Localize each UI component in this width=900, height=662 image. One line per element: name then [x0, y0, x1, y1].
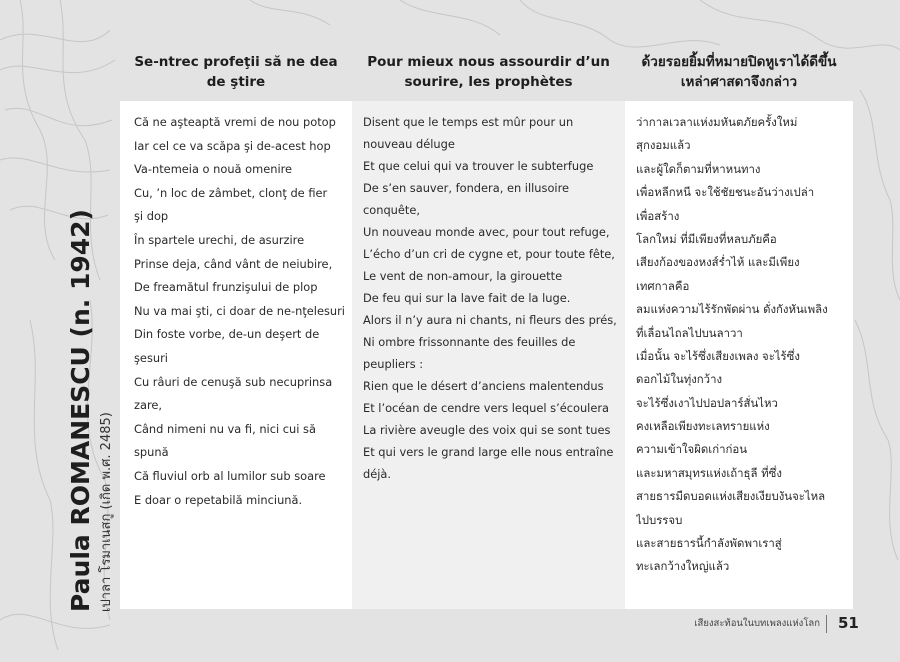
poem-line: Când nimeni nu va fi, nici cui să [134, 421, 316, 436]
poem-line: จะไร้ซึ่งเงาไปปอปลาร์สั่นไหว [636, 395, 778, 410]
poem-line: Din foste vorbe, de-un deşert de [134, 327, 320, 342]
poem-line: E doar o repetabilă minciună. [134, 492, 303, 507]
poet-title-vertical [66, 132, 116, 612]
page-number: 51 [838, 614, 859, 632]
poem-line: เสียงก้องของหงส์ร่ำไห้ และมีเพียง [636, 255, 800, 270]
poem-line: spună [134, 445, 169, 460]
romanian-poem [120, 101, 352, 609]
poem-line: เทศกาลคือ [636, 278, 690, 293]
poem-line: Et qui vers le grand large elle nous entraîne [363, 445, 614, 459]
poem-line: Un nouveau monde avec, pour tout refuge, [363, 225, 610, 239]
poem-line: şesuri [134, 350, 168, 365]
poem-line: สุกงอมแล้ว [636, 138, 691, 153]
poem-line: conquête, [363, 203, 421, 217]
poem-line: ที่เลื่อนไถลไปบนลาวา [636, 325, 743, 340]
poem-line: nouveau déluge [363, 137, 455, 151]
poem-line: Le vent de non-amour, la girouette [363, 269, 563, 283]
poem-line: Va-ntemeia o nouă omenire [134, 162, 293, 177]
poet-thai-name: เปาลา โรมาเนสกู (เกิด พ.ศ. 2485) [99, 412, 114, 612]
poem-line: เมื่อนั้น จะไร้ซึ่งเสียงเพลง จะไร้ซึ่ง [636, 348, 800, 363]
poem-line: Et que celui qui va trouver le subterfuge [363, 159, 594, 173]
poem-line: În spartele urechi, de asurzire [134, 232, 305, 247]
poem-line: และมหาสมุทรแห่งเถ้าธุลี ที่ซึ่ง [636, 465, 782, 480]
poem-line: De feu qui sur la lave fait de la luge. [363, 291, 571, 305]
poem-line: Iar cel ce va scăpa şi de-acest hop [134, 138, 331, 153]
poem-line: ดอกไม้ในทุ่งกว้าง [636, 372, 723, 387]
poem-line: โลกใหม่ ที่มีเพียงที่หลบภัยคือ [636, 231, 777, 246]
poet-name: Paula ROMANESCU (n. 1942) [66, 209, 95, 612]
poem-line: ว่ากาลเวลาแห่งมหันตภัยครั้งใหม่ [636, 115, 798, 129]
poem-line: L’écho d’un cri de cygne et, pour toute fête, [363, 247, 615, 261]
poem-line: และผู้ใดก็ตามที่หาหนทาง [636, 161, 761, 176]
romanian-heading: Se-ntrec profeţii să ne dea de ştire [134, 54, 338, 90]
poem-line: Cu, ’n loc de zâmbet, clonţ de fier [134, 185, 328, 200]
poem-line: déjà. [363, 467, 392, 481]
poem-line: Alors il n’y aura ni chants, ni fleurs des prés, [363, 313, 617, 327]
footer-divider [826, 615, 827, 633]
poem-line: Că fluviul orb al lumilor sub soare [134, 468, 326, 483]
french-heading: Pour mieux nous assourdir d’un sourire, les prophètes [367, 54, 610, 90]
poem-line: Cu râuri de cenuşă sub necuprinsa [134, 374, 333, 389]
poem-line: De freamătul frunzişului de plop [134, 280, 318, 295]
poem-line: Nu va mai şti, ci doar de ne-nţelesuri [134, 303, 345, 318]
poem-line: De s’en sauver, fondera, en illusoire [363, 181, 570, 195]
poem-line: Rien que le désert d’anciens malentendus [363, 379, 604, 393]
poem-line: La rivière aveugle des voix qui se sont tues [363, 423, 611, 437]
poem-line: เพื่อสร้าง [636, 208, 680, 223]
poem-line: Disent que le temps est mûr pour un [363, 115, 574, 129]
poem-line: zare, [134, 398, 163, 413]
thai-heading: ด้วยรอยยิ้มที่หมายปิดหูเราได้ดีขึ้น เหล่าศาสดาจึงกล่าว [641, 54, 837, 90]
poem-line: และสายธารนี้กำลังพัดพาเราสู่ [636, 536, 782, 551]
poem-line: Că ne aşteaptă vremi de nou potop [134, 115, 336, 129]
poem-line: Et l’océan de cendre vers lequel s’écoulera [363, 401, 610, 415]
poem-line: สายธารมืดบอดแห่งเสียงเงียบงันจะไหล [636, 489, 826, 504]
thai-poem [625, 101, 853, 609]
book-title: เสียงสะท้อนในบทเพลงแห่งโลก [694, 618, 820, 629]
poem-line: peupliers : [363, 357, 424, 371]
poem-line: ทะเลกว้างใหญ่แล้ว [636, 559, 730, 574]
poem-line: ความเข้าใจผิดเก่าก่อน [636, 442, 748, 457]
poem-line: şi dop [134, 209, 169, 224]
poem-line: ไปบรรจบ [636, 512, 683, 527]
poem-line: คงเหลือเพียงทะเลทรายแห่ง [636, 419, 770, 434]
poem-line: Ni ombre frissonnante des feuilles de [363, 335, 576, 349]
poem-line: ลมแห่งความไร้รักพัดผ่าน ดั่งกังหันเพลิง [636, 302, 828, 317]
poem-line: Prinse deja, când vânt de neiubire, [134, 256, 333, 271]
poem-line: เพื่อหลีกหนี จะใช้ชัยชนะอันว่างเปล่า [636, 185, 815, 200]
french-poem [352, 101, 625, 609]
